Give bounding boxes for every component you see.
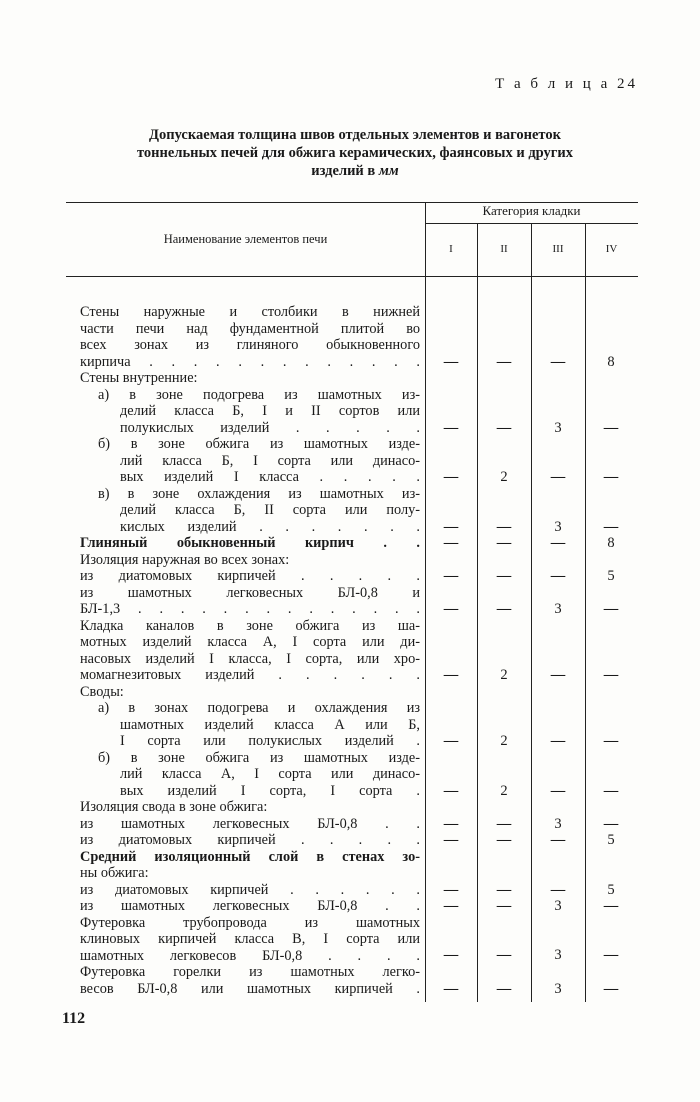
text-line: насовых изделий I класса, I сорта, или хро- xyxy=(80,650,420,667)
value-cell: — xyxy=(550,783,566,799)
column-header-category: Категория кладки xyxy=(482,203,581,218)
value-cell: 5 xyxy=(607,568,615,584)
text-line: а) в зоне подогрева из шамотных из- xyxy=(98,386,420,403)
text-line: мотных изделий класса А, I сорта или ди- xyxy=(80,634,420,650)
value-cell: — xyxy=(603,816,619,832)
text-line: б) в зоне обжига из шамотных изде- xyxy=(98,436,420,452)
text-line: из шамотных легковесных БЛ-0,8 и xyxy=(80,584,420,601)
value-cell: — xyxy=(496,354,512,370)
value-cell: 8 xyxy=(607,535,615,551)
value-cell: 2 xyxy=(500,469,508,485)
value-cell: — xyxy=(443,420,459,436)
column-divider-3 xyxy=(531,223,532,1002)
text-line: Стены внутренние: xyxy=(80,370,198,386)
column-header-name: Наименование элементов печи xyxy=(163,232,328,246)
value-cell: — xyxy=(496,981,512,997)
category-col-iii: III xyxy=(552,243,564,255)
value-cell: — xyxy=(443,816,459,832)
category-col-ii: II xyxy=(500,243,508,255)
value-cell: 5 xyxy=(607,832,615,848)
value-cell: 3 xyxy=(554,601,562,617)
table-title xyxy=(70,126,640,180)
value-cell: — xyxy=(550,535,566,551)
value-cell: — xyxy=(496,947,512,963)
text-line: Футеровка горелки из шамотных легко- xyxy=(80,964,420,980)
text-line: вых изделий I класса . . . . . xyxy=(120,469,420,485)
text-line: Кладка каналов в зоне обжига из ша- xyxy=(80,617,420,634)
category-col-iv: IV xyxy=(605,243,618,255)
value-cell: — xyxy=(603,420,619,436)
value-cell: 3 xyxy=(554,947,562,963)
value-cell: — xyxy=(443,469,459,485)
text-line: из диатомовых кирпичей . . . . . . xyxy=(80,881,420,898)
value-cell: — xyxy=(603,519,619,535)
text-line: БЛ-1,3 . . . . . . . . . . . . . . xyxy=(80,601,420,617)
value-cell: — xyxy=(603,981,619,997)
value-cell: — xyxy=(550,882,566,898)
category-col-i: I xyxy=(449,243,453,255)
value-cell: — xyxy=(443,783,459,799)
value-cell: — xyxy=(550,568,566,584)
text-line: а) в зонах подогрева и охлаждения из xyxy=(98,700,420,716)
value-cell: — xyxy=(603,898,619,914)
value-cell: — xyxy=(443,519,459,535)
value-cell: — xyxy=(496,535,512,551)
text-line: Стены наружные и столбики в нижней xyxy=(80,304,420,320)
text-line: момагнезитовых изделий . . . . . . xyxy=(80,667,420,683)
text-line: Своды: xyxy=(80,683,124,700)
value-cell: 2 xyxy=(500,733,508,749)
value-cell: — xyxy=(603,667,619,683)
text-line: лий класса Б, I сорта или динасо- xyxy=(120,452,420,469)
value-cell: — xyxy=(550,832,566,848)
text-line: Глиняный обыкновенный кирпич . . xyxy=(80,535,420,551)
value-cell: 3 xyxy=(554,898,562,914)
value-cell: 2 xyxy=(500,783,508,799)
text-line: из диатомовых кирпичей . . . . . xyxy=(80,832,420,848)
value-cell: 3 xyxy=(554,981,562,997)
text-line: из диатомовых кирпичей . . . . . xyxy=(80,568,420,584)
text-line: Футеровка трубопровода из шамотных xyxy=(80,914,420,931)
value-cell: — xyxy=(496,832,512,848)
text-line: из шамотных легковесных БЛ-0,8 . . xyxy=(80,898,420,914)
value-cell: 5 xyxy=(607,882,615,898)
text-line: лий класса А, I сорта или динасо- xyxy=(120,766,420,782)
value-cell: — xyxy=(443,535,459,551)
value-cell: 8 xyxy=(607,354,615,370)
value-cell: — xyxy=(496,420,512,436)
text-line: Средний изоляционный слой в стенах зо- xyxy=(80,848,420,865)
value-cell: — xyxy=(496,601,512,617)
value-cell: — xyxy=(443,898,459,914)
value-cell: — xyxy=(443,832,459,848)
table-number-label: Т а б л и ц а 24 xyxy=(495,76,638,92)
value-cell: — xyxy=(603,601,619,617)
value-cell: — xyxy=(550,354,566,370)
text-line: весов БЛ-0,8 или шамотных кирпичей . xyxy=(80,980,420,997)
value-cell: — xyxy=(496,568,512,584)
value-cell: — xyxy=(443,882,459,898)
value-cell: 3 xyxy=(554,519,562,535)
value-cell: 3 xyxy=(554,420,562,436)
value-cell: — xyxy=(496,519,512,535)
column-divider-2 xyxy=(477,223,478,1002)
value-cell: — xyxy=(443,667,459,683)
value-cell: — xyxy=(443,568,459,584)
title-line-1: Допускаемая толщина швов отдельных элементов и вагонеток xyxy=(149,127,561,143)
text-line: делий класса Б, I и II сортов или xyxy=(120,403,420,419)
value-cell: — xyxy=(550,667,566,683)
value-cell: — xyxy=(603,469,619,485)
text-line: всех зонах из глиняного обыкновенного xyxy=(80,337,420,353)
value-cell: — xyxy=(550,469,566,485)
text-line: Изоляция наружная во всех зонах: xyxy=(80,551,290,568)
text-line: шамотных изделий класса А или Б, xyxy=(120,716,420,733)
column-divider-4 xyxy=(585,223,586,1002)
value-cell: — xyxy=(496,816,512,832)
value-cell: 2 xyxy=(500,667,508,683)
text-line: полукислых изделий . . . . . xyxy=(120,419,420,436)
title-unit: мм xyxy=(378,163,399,179)
text-line: Изоляция свода в зоне обжига: xyxy=(80,799,268,815)
value-cell: — xyxy=(443,601,459,617)
text-line: части печи над фундаментной плитой во xyxy=(80,320,420,337)
value-cell: — xyxy=(443,947,459,963)
value-cell: — xyxy=(443,354,459,370)
value-cell: — xyxy=(550,733,566,749)
value-cell: — xyxy=(496,882,512,898)
text-line: кирпича . . . . . . . . . . . . . xyxy=(80,353,420,370)
value-cell: — xyxy=(443,981,459,997)
text-line: в) в зоне охлаждения из шамотных из- xyxy=(98,485,420,502)
value-cell: — xyxy=(603,733,619,749)
title-line-2: тоннельных печей для обжига керамических, фаянсовых и других xyxy=(137,145,573,161)
value-cell: — xyxy=(603,783,619,799)
title-line-3: изделий в xyxy=(311,163,376,179)
text-line: клиновых кирпичей класса В, I сорта или xyxy=(80,931,420,947)
header-bottom-rule xyxy=(66,276,638,277)
text-line: шамотных легковесов БЛ-0,8 . . . . xyxy=(80,947,420,964)
value-cell: 3 xyxy=(554,816,562,832)
text-line: из шамотных легковесных БЛ-0,8 . . xyxy=(80,815,420,832)
column-divider-1 xyxy=(425,202,426,1002)
text-line: делий класса Б, II сорта или полу- xyxy=(120,502,420,518)
page-number: 112 xyxy=(62,1010,86,1027)
text-line: ны обжига: xyxy=(80,865,149,881)
value-cell: — xyxy=(443,733,459,749)
text-line: кислых изделий . . . . . . . xyxy=(120,518,420,535)
value-cell: — xyxy=(603,947,619,963)
text-line: I сорта или полукислых изделий . xyxy=(120,733,420,749)
value-cell: — xyxy=(496,898,512,914)
text-line: вых изделий I сорта, I сорта . xyxy=(120,782,420,799)
text-line: б) в зоне обжига из шамотных изде- xyxy=(98,749,420,766)
